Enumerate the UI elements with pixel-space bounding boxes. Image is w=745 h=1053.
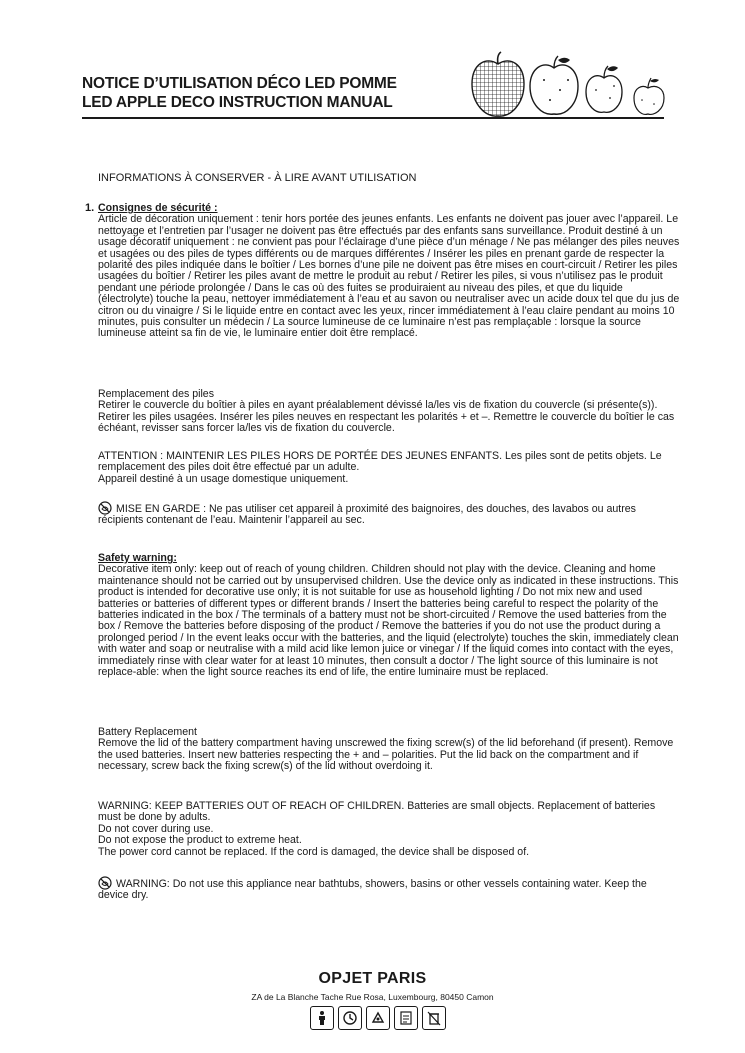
title-english: LED APPLE DECO INSTRUCTION MANUAL [82, 94, 393, 111]
english-cord-warning: The power cord cannot be replaced. If the cord is damaged, the device shall be disposed of. [98, 845, 530, 858]
french-replacement-text: Retirer le couvercle du boîtier à piles en ayant préalablement dévissé la/les vis de fixation du couvercle (si présente(s)). Retirer les piles usagées. Insérer les piles neuves en respectant les polarités + et –. Remettre le couvercle du boîtier le cas échéant, revisser sans forcer la/les vis de fixation du couvercle. [98, 399, 675, 435]
english-safety-block [98, 553, 680, 678]
french-replacement-heading: Remplacement des piles [98, 388, 214, 400]
french-water-warning-text: MISE EN GARDE : Ne pas utiliser cet appareil à proximité des baignoires, des douches, des lavabos ou autres récipients contenant de l’eau. Maintenir l’appareil au sec. [98, 503, 636, 527]
french-replacement-block [98, 389, 680, 435]
title-french: NOTICE D’UTILISATION DÉCO LED POMME [82, 75, 397, 92]
bin-icon [422, 1006, 446, 1030]
intro-line: INFORMATIONS À CONSERVER - À LIRE AVANT UTILISATION [98, 172, 417, 184]
regulatory-symbols [310, 1006, 446, 1032]
english-safety-heading: Safety warning: [98, 552, 177, 564]
french-domestic-use: Appareil destiné à un usage domestique uniquement. [98, 472, 349, 485]
document-title [82, 74, 462, 112]
french-safety-text: Article de décoration uniquement : tenir hors portée des jeunes enfants. Les enfants ne doivent pas jouer avec l’appareil. Le nettoyage et l’entretien par l’usager ne doivent pas être effectués par des enfants sans surveillance. Produit destiné à un usage décoratif uniquement : ne convient pas pour l’éclairage d’une pièce d’un ménage / Ne pas mélanger des piles neuves et usagées ou des piles de types différents ou de marques différentes / Insérer les piles en prenant garde de respecter la polarité des piles indiquée dans le boîtier / Les bornes d’une pile ne doivent pas être mises en court-circuit / Retirer les piles usagées du boîtier / Retirer les piles avant de mettre le produit au rebut / Retirer les piles, si vous n’utilisez pas le produit pendant une période prolongée / Dans le cas où des fuites se produiraient au niveau des piles, et que du liquide (électrolyte) touche la peau, nettoyer immédiatement à l’eau et au savon ou neutraliser avec un acide doux tel que du jus de citron ou du vinaigre / Si le liquide entre en contact avec les yeux, rincer immédiatement à l’eau claire pendant au moins 10 minutes, puis consulter un médecin / La source lumineuse de ce luminaire n’est pas remplaçable : lorsque la source lumineuse atteint sa fin de vie, le luminaire entier doit être remplacé. [98, 213, 680, 340]
section-number: 1. [85, 202, 95, 214]
company-address: ZA de La Blanche Tache Rue Rosa, Luxembourg, 80450 Camon [251, 992, 494, 1002]
no-water-icon [98, 501, 112, 515]
apple-illustration-icon [468, 50, 668, 120]
english-water-warning-text: WARNING: Do not use this appliance near bathtubs, showers, basins or other vessels containing water. Keep the device dry. [98, 878, 647, 902]
person-icon [310, 1006, 334, 1030]
sorting-icon [394, 1006, 418, 1030]
french-water-warning [98, 501, 680, 527]
english-warning-block [98, 801, 680, 858]
french-attention-text: ATTENTION : MAINTENIR LES PILES HORS DE PORTÉE DES JEUNES ENFANTS. Les piles sont de petits objets. Le remplacement des piles doit être effectué par un adulte. [98, 450, 662, 474]
english-replacement-text: Remove the lid of the battery compartment having unscrewed the fixing screw(s) of the lid beforehand (if present). Remove the used batteries. Insert new batteries respecting the + and – polarities. Put the lid back on the compartment and if necessary, screw back the fixing screw(s) of the lid without overdoing it. [98, 737, 674, 773]
french-attention-block [98, 451, 680, 485]
header-divider [82, 117, 664, 119]
english-water-warning [98, 876, 680, 902]
english-safety-text: Decorative item only: keep out of reach of young children. Children should not play with the device. Cleaning and home maintenance should not be carried out by unsupervised children. Use the device only as indicated in these instructions. This product is intended for decorative use only; it is not suitable for use as household lighting / Do not mix new and used batteries or batteries of different types or different brands / Insert the batteries being careful to respect the polarity of the batteries indicated in the box / The terminals of a battery must not be short-circuited / Remove the used batteries from the box / Remove the batteries before disposing of the product / Remove the batteries if you do not use the product during a prolonged period / In the event leaks occur with the batteries, and the liquid (electrolyte) touches the skin, immediately clean with water and soap or neutralise with a mild acid like lemon juice or vinegar / If the liquid comes into contact with the eyes, immediately rinse with clear water for at least 10 minutes, then consult a doctor / The light source of this luminaire is not replace-able: when the light source reaches its end of life, the entire luminaire must be replaced. [98, 563, 679, 679]
french-safety-heading: Consignes de sécurité : [98, 202, 218, 214]
english-cover-warning: Do not cover during use. [98, 822, 214, 835]
english-replacement-block [98, 727, 680, 773]
brand-name: OPJET PARIS [318, 970, 427, 987]
english-replacement-heading: Battery Replacement [98, 726, 197, 738]
recycle-icon [366, 1006, 390, 1030]
no-water-icon [98, 876, 112, 890]
clock-icon [338, 1006, 362, 1030]
english-heat-warning: Do not expose the product to extreme heat. [98, 834, 302, 847]
french-safety-block [98, 203, 680, 340]
english-warning-text: WARNING: KEEP BATTERIES OUT OF REACH OF CHILDREN. Batteries are small objects. Replacement of batteries must be done by adults. [98, 800, 656, 824]
